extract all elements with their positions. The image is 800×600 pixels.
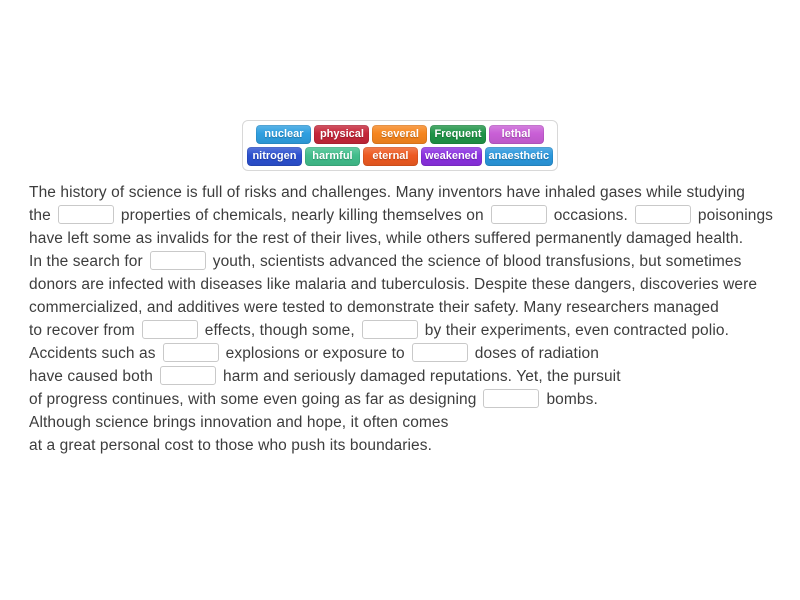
passage-line-12 <box>29 434 772 457</box>
passage-text: of progress continues, with some even going as far as designing <box>29 391 477 408</box>
word-bank-row-2 <box>247 147 553 166</box>
passage-text: bombs. <box>546 391 598 408</box>
passage-text: by their experiments, even contracted polio. <box>424 322 729 339</box>
passage-text: poisonings <box>697 207 774 224</box>
blank-slot-1[interactable] <box>58 205 114 224</box>
word-chip-harmful[interactable]: harmful <box>305 147 360 166</box>
passage-line-6 <box>29 296 772 319</box>
blank-slot-2[interactable] <box>491 205 547 224</box>
passage-text: youth, scientists advanced the science of blood transfusions, but sometimes <box>212 253 742 270</box>
blank-slot-6[interactable] <box>362 320 418 339</box>
passage-line-2 <box>29 204 772 227</box>
blank-slot-4[interactable] <box>150 251 206 270</box>
blank-slot-7[interactable] <box>163 343 219 362</box>
word-bank-area <box>0 0 800 171</box>
word-chip-physical[interactable]: physical <box>314 125 369 144</box>
passage-text: Accidents such as <box>29 345 156 362</box>
word-bank-row-1 <box>247 125 553 144</box>
word-chip-nitrogen[interactable]: nitrogen <box>247 147 302 166</box>
passage-text: to recover from <box>29 322 135 339</box>
passage-text: explosions or exposure to <box>225 345 405 362</box>
passage-text: have left some as invalids for the rest of their lives, while others suffered permanently damaged health. <box>29 230 744 247</box>
blank-slot-5[interactable] <box>142 320 198 339</box>
passage-line-4 <box>29 250 772 273</box>
passage-text: harm and seriously damaged reputations. Yet, the pursuit <box>222 368 621 385</box>
blank-slot-9[interactable] <box>160 366 216 385</box>
passage-line-9 <box>29 365 772 388</box>
word-chip-weakened[interactable]: weakened <box>421 147 482 166</box>
passage-line-10 <box>29 388 772 411</box>
word-chip-nuclear[interactable]: nuclear <box>256 125 311 144</box>
passage-text: occasions. <box>553 207 628 224</box>
passage-text: donors are infected with diseases like malaria and tuberculosis. Despite these dangers, discoveries were <box>29 276 758 293</box>
word-chip-several[interactable]: several <box>372 125 427 144</box>
passage-text: at a great personal cost to those who push its boundaries. <box>29 437 433 454</box>
passage-text: The history of science is full of risks and challenges. Many inventors have inhaled gases while studying <box>29 184 746 201</box>
passage-text: properties of chemicals, nearly killing themselves on <box>120 207 484 224</box>
word-chip-anaesthetic[interactable]: anaesthetic <box>485 147 554 166</box>
blank-slot-3[interactable] <box>635 205 691 224</box>
passage-line-11 <box>29 411 772 434</box>
passage-text: the <box>29 207 51 224</box>
passage-text: commercialized, and additives were tested to demonstrate their safety. Many researchers managed <box>29 299 719 316</box>
passage-line-7 <box>29 319 772 342</box>
word-chip-lethal[interactable]: lethal <box>489 125 544 144</box>
passage-line-3 <box>29 227 772 250</box>
passage-line-8 <box>29 342 772 365</box>
blank-slot-10[interactable] <box>483 389 539 408</box>
blank-slot-8[interactable] <box>412 343 468 362</box>
passage-text: have caused both <box>29 368 153 385</box>
passage-text: effects, though some, <box>204 322 355 339</box>
passage-text: doses of radiation <box>474 345 599 362</box>
word-chip-eternal[interactable]: eternal <box>363 147 418 166</box>
passage-text: In the search for <box>29 253 143 270</box>
word-chip-frequent[interactable]: Frequent <box>430 125 485 144</box>
passage <box>29 181 772 457</box>
passage-line-5 <box>29 273 772 296</box>
passage-text: Although science brings innovation and hope, it often comes <box>29 414 449 431</box>
word-bank <box>242 120 558 171</box>
passage-line-1 <box>29 181 772 204</box>
